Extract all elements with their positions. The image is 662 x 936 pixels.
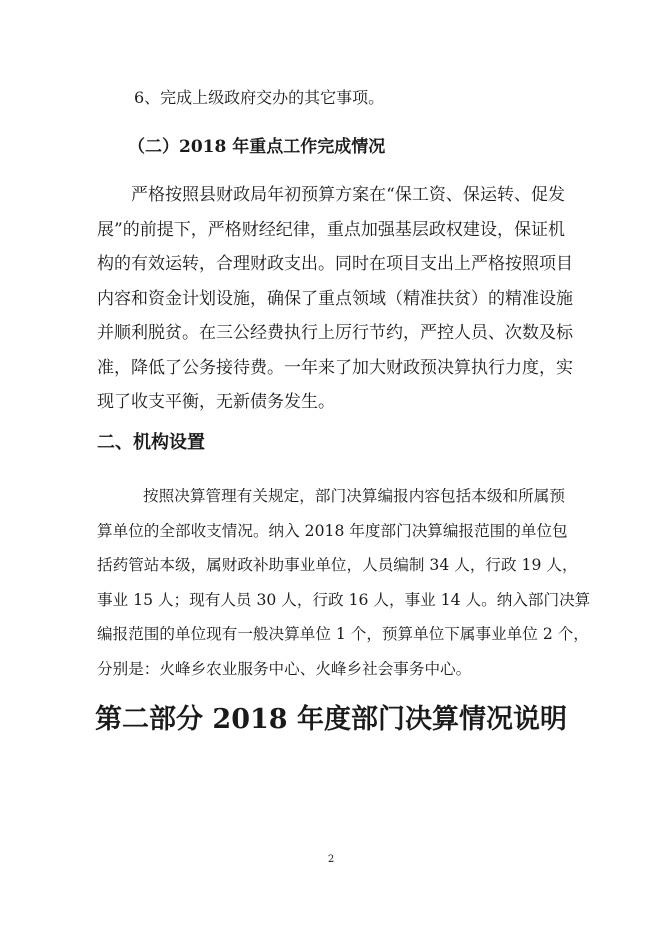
part-title: 第二部分 2018 年度部门决算情况说明 [95,704,567,735]
paragraph-line: 现了收支平衡，无新债务发生。 [97,392,335,412]
paragraph-line: 并顺利脱贫。在三公经费执行上厉行节约，严控人员、次数及标 [97,323,573,343]
paragraph-line: 按照决算管理有关规定，部门决算编报内容包括本级和所属预 [143,487,565,505]
paragraph-line: 编报范围的单位现有一般决算单位 1 个，预算单位下属事业单位 2 个， [97,625,589,643]
page-number: 2 [327,854,335,865]
paragraph-line: 准，降低了公务接待费。一年来了加大财政预决算执行力度，实 [97,357,573,378]
paragraph-organization [97,479,591,686]
subheading-key-work: （二）2018 年重点工作完成情况 [128,137,386,157]
paragraph-line: 分别是：火峰乡农业服务中心、火峰乡社会事务中心。 [97,659,472,678]
paragraph-line: 严格按照县财政局年初预算方案在“保工资、保运转、促发 [131,185,565,205]
paragraph-line: 构的有效运转，合理财政支出。同时在项目支出上严格按照项目 [97,254,573,274]
paragraph-line: 内容和资金计划设施，确保了重点领域（精准扶贫）的精准设施 [97,288,573,309]
paragraph-line: 算单位的全部收支情况。纳入 2018 年度部门决算编报范围的单位包 [97,521,568,540]
section-heading-organization: 二、机构设置 [97,432,205,453]
paragraph-line: 展”的前提下，严格财经纪律，重点加强基层政权建设，保证机 [97,219,565,240]
paragraph-line: 括药管站本级，属财政补助事业单位，人员编制 34 人，行政 19 人， [97,556,578,574]
list-item-6: 6、完成上级政府交办的其它事项。 [134,88,385,107]
paragraph-line: 事业 15 人；现有人员 30 人，行政 16 人，事业 14 人。纳入部门决算 [97,590,591,609]
paragraph-key-work [97,178,573,420]
